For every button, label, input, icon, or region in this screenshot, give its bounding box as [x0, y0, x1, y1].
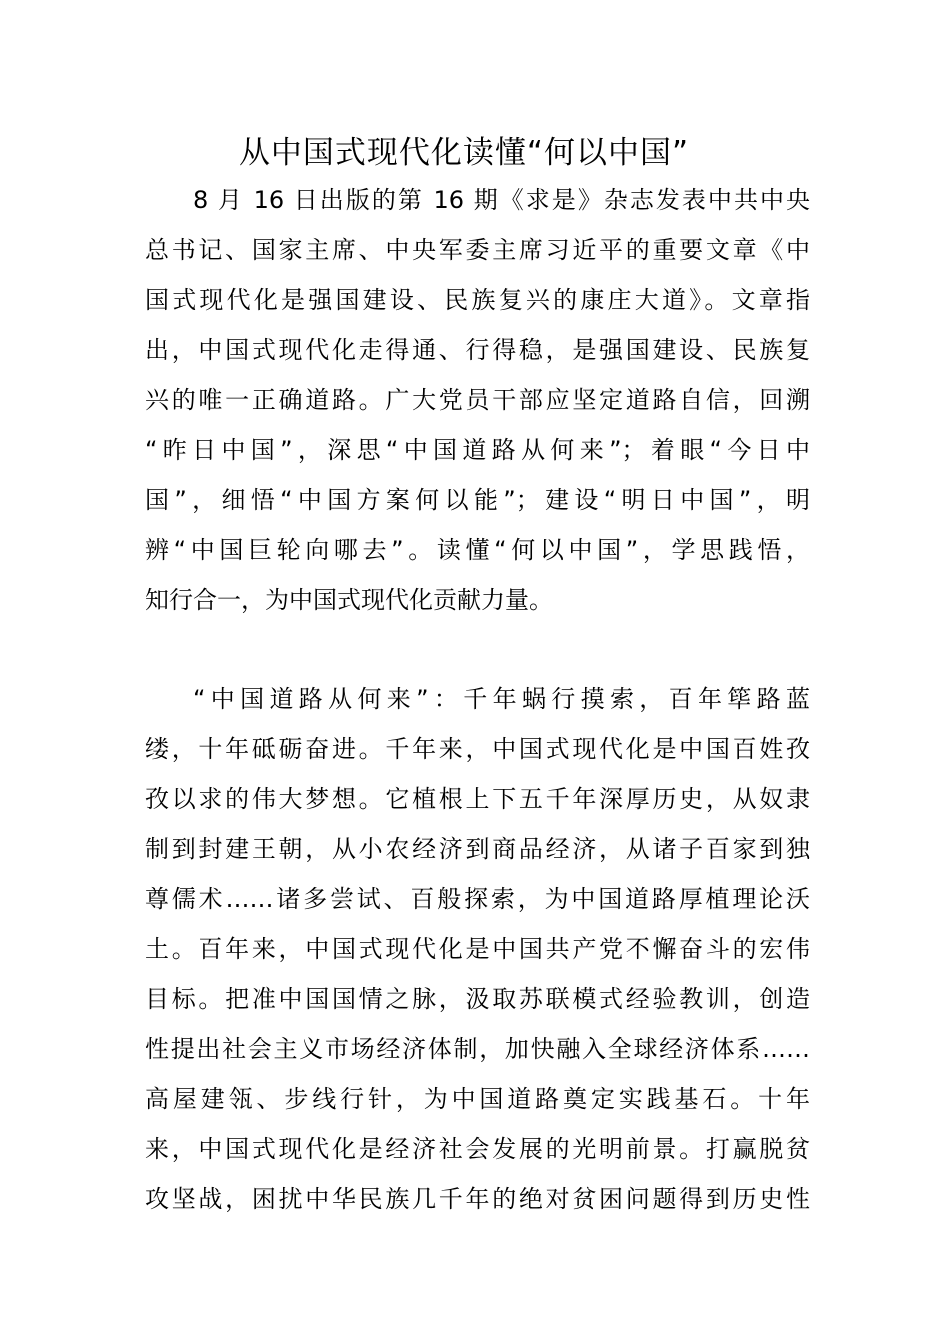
paragraph-line: 性提出社会主义市场经济体制，加快融入全球经济体系……: [145, 1035, 810, 1063]
paragraph-section-one: [145, 674, 810, 1224]
paragraph-line: 辨“中国巨轮向哪去”。读懂“何以中国”，学思践悟，: [145, 536, 810, 564]
paragraph-line: 目标。把准中国国情之脉，汲取苏联模式经验教训，创造: [145, 985, 810, 1013]
paragraph-line: 孜以求的伟大梦想。它植根上下五千年深厚历史，从奴隶: [145, 785, 810, 813]
paragraph-line: 尊儒术……诸多尝试、百般探索，为中国道路厚植理论沃: [145, 885, 810, 913]
paragraph-line: 国”，细悟“中国方案何以能”；建设“明日中国”，明: [145, 486, 810, 514]
paragraph-line: 总书记、国家主席、中央军委主席习近平的重要文章《中: [145, 236, 810, 264]
paragraph-line: “昨日中国”，深思“中国道路从何来”；着眼“今日中: [145, 436, 810, 464]
paragraph-intro: [145, 175, 810, 625]
paragraph-line: 缕，十年砥砺奋进。千年来，中国式现代化是中国百姓孜: [145, 735, 810, 763]
article-title: 从中国式现代化读懂“何以中国”: [238, 135, 690, 171]
paragraph-line: 土。百年来，中国式现代化是中国共产党不懈奋斗的宏伟: [145, 935, 810, 963]
paragraph-line: 高屋建瓴、步线行针，为中国道路奠定实践基石。十年: [145, 1085, 810, 1113]
paragraph-line: 来，中国式现代化是经济社会发展的光明前景。打赢脱贫: [145, 1135, 810, 1163]
paragraph-line: 攻坚战，困扰中华民族几千年的绝对贫困问题得到历史性: [145, 1185, 810, 1213]
paragraph-line: “中国道路从何来”：千年蜗行摸索，百年筚路蓝: [193, 685, 810, 713]
paragraph-line: 国式现代化是强国建设、民族复兴的康庄大道》。文章指: [145, 286, 810, 314]
paragraph-line: 8 月 16 日出版的第 16 期《求是》杂志发表中共中央: [193, 186, 810, 214]
paragraph-line: 出，中国式现代化走得通、行得稳，是强国建设、民族复: [145, 336, 810, 364]
paragraph-line: 制到封建王朝，从小农经济到商品经济，从诸子百家到独: [145, 835, 810, 863]
paragraph-line: 知行合一，为中国式现代化贡献力量。: [145, 586, 553, 614]
paragraph-line: 兴的唯一正确道路。广大党员干部应坚定道路自信，回溯: [145, 386, 810, 414]
